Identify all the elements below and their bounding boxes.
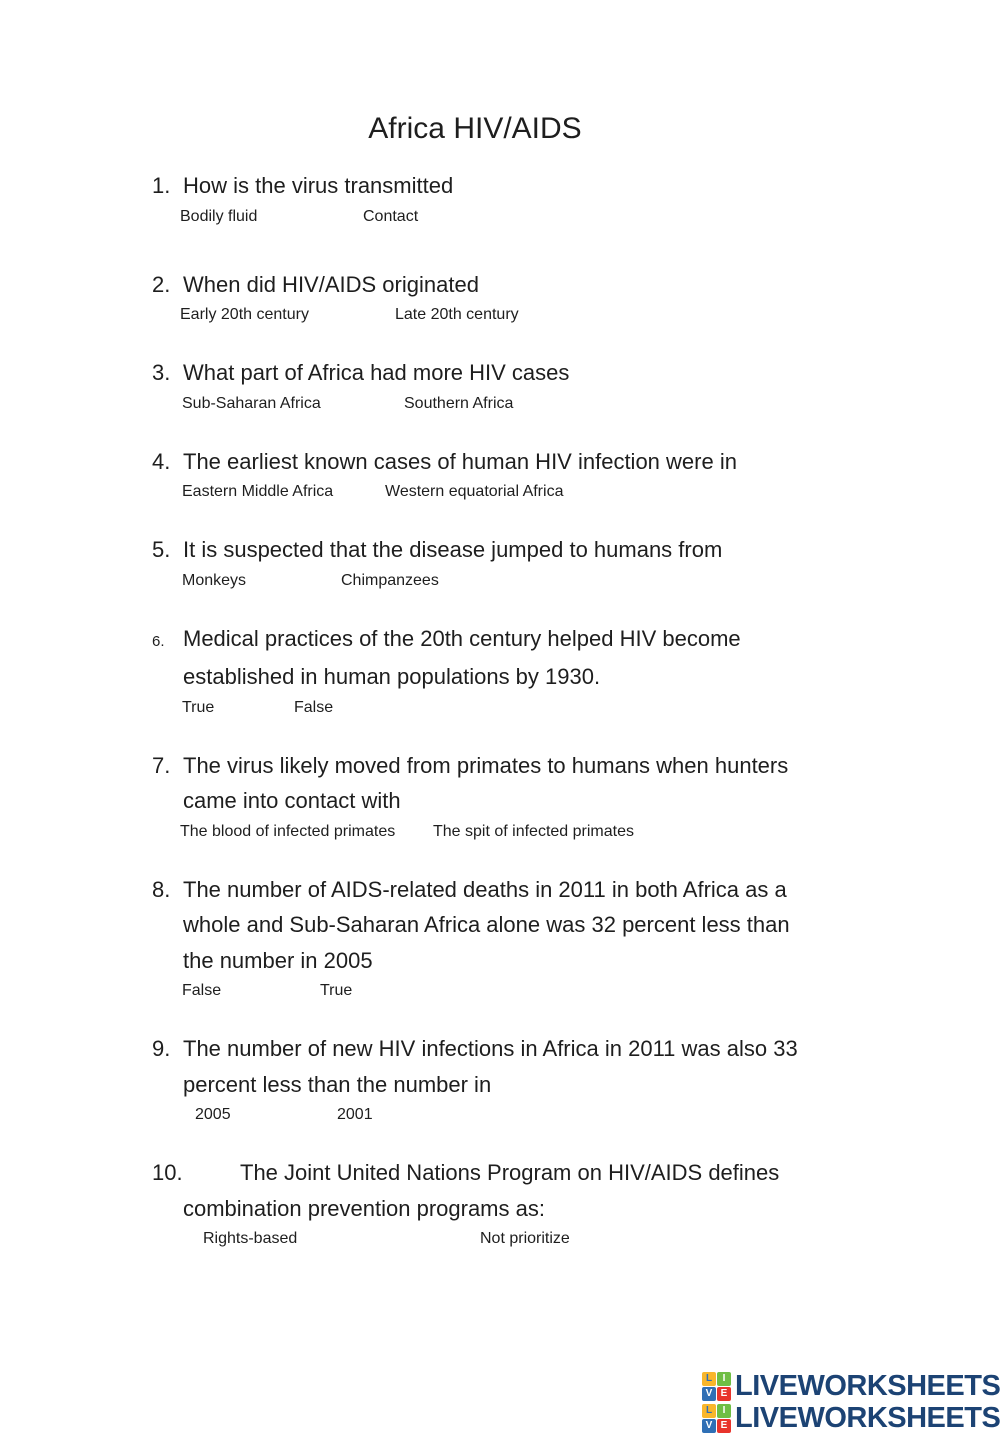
question-text-continued: established in human populations by 1930. [183,664,601,689]
question-first-line [152,267,980,303]
answer-options-row [152,1105,980,1125]
liveworksheets-brand-text: LIVEWORKSHEETS [735,1402,1000,1434]
answer-option[interactable]: Rights-based [203,1230,298,1247]
question-number: 6. [152,632,165,650]
question-number: 5. [152,537,171,562]
answer-options-row [152,571,980,591]
question-number: 1. [152,173,171,198]
question-text-continued: combination prevention programs as: [183,1195,545,1221]
answer-options-row [152,981,980,1001]
answer-options-row [152,305,980,325]
question-first-line [152,1031,980,1067]
answer-option[interactable]: Not prioritize [480,1230,570,1247]
answer-option[interactable]: Southern Africa [404,394,514,412]
question-text-continued: whole and Sub-Saharan Africa alone was 32 percent less than [183,912,790,937]
question-text: The number of AIDS-related deaths in 2011 in both Africa as a [183,876,787,902]
question-text: What part of Africa had more HIV cases [183,360,570,385]
logo-letter-square: L [702,1404,716,1418]
question-block [152,532,980,591]
answer-option[interactable]: Monkeys [182,571,247,589]
question-number: 4. [152,448,171,474]
question-number: 10. [152,1160,183,1185]
question-text: The number of new HIV infections in Africa in 2011 was also 33 [183,1036,798,1061]
question-first-line [152,872,980,908]
question-block [152,748,980,842]
page-title: Africa HIV/AIDS [368,112,582,145]
answer-option[interactable]: 2005 [195,1106,231,1123]
question-text-continued: came into contact with [183,788,401,813]
answer-options-row [152,698,980,718]
liveworksheets-logo-icon [702,1404,731,1433]
answer-option[interactable]: Late 20th century [395,306,519,323]
answer-options-row [152,394,980,414]
answer-options-row [152,207,980,227]
question-text: The virus likely moved from primates to humans when hunters [183,752,789,778]
question-block [152,621,980,718]
liveworksheets-logo[interactable] [702,1370,1000,1403]
question-block [152,1155,980,1249]
question-text: When did HIV/AIDS originated [183,271,479,297]
logo-letter-square: E [717,1419,731,1433]
liveworksheets-logo-partial [702,1402,1000,1435]
answer-option[interactable]: Bodily fluid [180,207,258,225]
logo-letter-square: V [702,1387,716,1401]
question-number: 9. [152,1036,171,1061]
answer-option[interactable]: The spit of infected primates [433,822,634,840]
liveworksheets-logo-icon [702,1372,731,1401]
question-first-line [152,748,980,784]
question-number: 7. [152,752,171,778]
question-block [152,355,980,414]
answer-option[interactable]: Western equatorial Africa [385,483,564,500]
question-text: The earliest known cases of human HIV infection were in [183,448,737,474]
question-number: 8. [152,876,171,902]
question-first-line [152,355,980,391]
answer-option[interactable]: Eastern Middle Africa [182,483,334,500]
logo-letter-square: V [702,1419,716,1433]
logo-letter-square: L [702,1372,716,1386]
question-list [152,168,980,1279]
question-block [152,1031,980,1125]
question-number: 2. [152,271,171,297]
question-first-line [152,168,980,204]
question-block [152,444,980,503]
question-number: 3. [152,360,171,385]
question-block [152,872,980,1002]
question-text: How is the virus transmitted [183,173,454,198]
logo-letter-square: E [717,1387,731,1401]
question-text-continued: the number in 2005 [183,947,373,973]
question-first-line [152,621,980,660]
question-text: It is suspected that the disease jumped to humans from [183,537,723,562]
question-block [152,168,980,227]
answer-options-row [152,822,980,842]
answer-option[interactable]: Chimpanzees [341,571,439,589]
answer-options-row [152,1229,980,1249]
answer-option[interactable]: Sub-Saharan Africa [182,394,321,412]
question-first-line [152,532,980,568]
answer-option[interactable]: True [182,698,215,716]
answer-option[interactable]: Contact [363,207,419,225]
answer-option[interactable]: True [320,982,353,999]
question-text: The Joint United Nations Program on HIV/AIDS defines [240,1160,780,1185]
question-first-line [152,1155,980,1191]
logo-letter-square: I [717,1404,731,1418]
question-block [152,267,980,326]
question-first-line [152,444,980,480]
question-text: Medical practices of the 20th century helped HIV become [183,625,741,651]
answer-option[interactable]: 2001 [337,1106,373,1123]
answer-options-row [152,482,980,502]
question-text-continued: percent less than the number in [183,1071,492,1097]
answer-option[interactable]: Early 20th century [180,306,309,323]
answer-option[interactable]: False [294,698,334,716]
logo-letter-square: I [717,1372,731,1386]
answer-option[interactable]: The blood of infected primates [180,822,396,840]
answer-option[interactable]: False [182,982,222,999]
liveworksheets-brand-text: LIVEWORKSHEETS [735,1370,1000,1402]
